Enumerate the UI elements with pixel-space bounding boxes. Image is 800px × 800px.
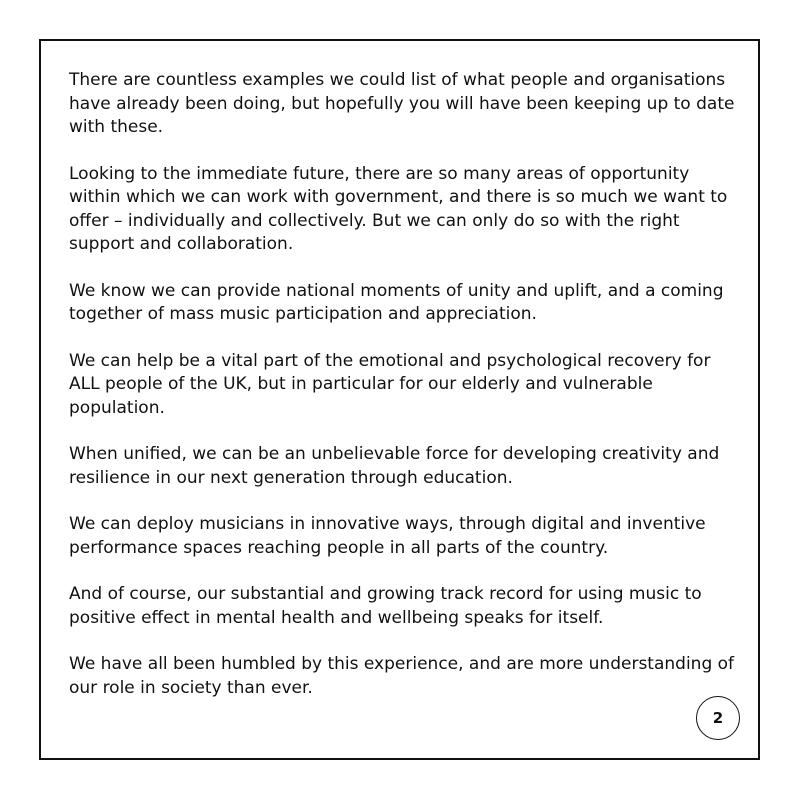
- paragraph: When unified, we can be an unbelievable force for developing creativity and resilience in our next generation through education.: [69, 444, 720, 488]
- paragraph: Looking to the immediate future, there are so many areas of opportunity within which we can work with government, and there is so much we want to offer – individually and collectively. But we can only do so with the right support and collaboration.: [69, 163, 728, 254]
- document-body: [69, 69, 744, 700]
- page-number-badge: [696, 696, 740, 740]
- paragraph: We know we can provide national moments of unity and uplift, and a coming together of mass music participation and appreciation.: [69, 280, 724, 324]
- paragraph: There are countless examples we could list of what people and organisations have already been doing, but hopefully you will have been keeping up to date with these.: [69, 70, 735, 137]
- page-number: 2: [712, 709, 724, 727]
- paragraph: We can deploy musicians in innovative ways, through digital and inventive performance spaces reaching people in all parts of the country.: [69, 514, 706, 558]
- page-frame: [39, 39, 760, 760]
- paragraph: We can help be a vital part of the emotional and psychological recovery for ALL people of the UK, but in particular for our elderly and vulnerable population.: [69, 350, 711, 418]
- paragraph: We have all been humbled by this experience, and are more understanding of our role in society than ever.: [69, 654, 735, 698]
- paragraph: And of course, our substantial and growing track record for using music to positive effect in mental health and wellbeing speaks for itself.: [69, 584, 702, 628]
